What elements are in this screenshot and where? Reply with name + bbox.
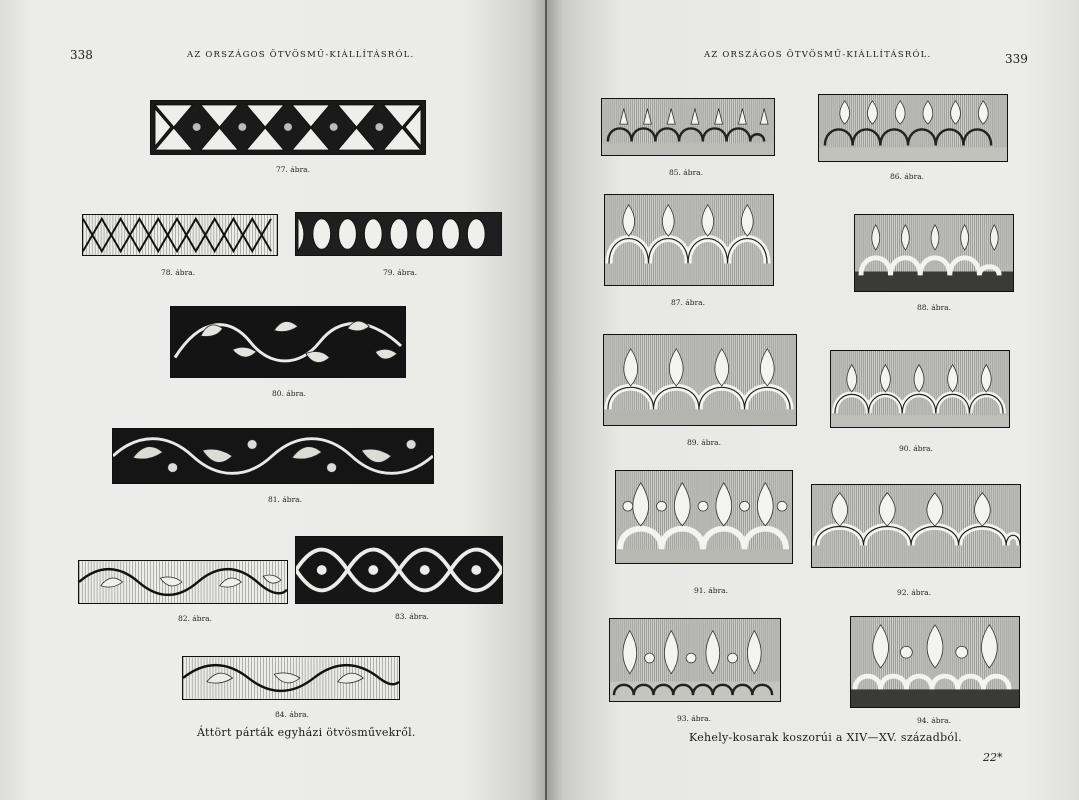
page-number: 338 bbox=[70, 48, 93, 62]
figure-91-label: 91. ábra. bbox=[694, 586, 729, 595]
right-page-caption: Kehely-kosarak koszorúi a XIV—XV. századból. bbox=[689, 731, 962, 744]
figure-86-ornament bbox=[818, 94, 1008, 162]
figure-81-ornament bbox=[112, 428, 434, 484]
figure-85-ornament bbox=[601, 98, 775, 156]
figure-87-ornament bbox=[604, 194, 774, 286]
figure-88-label: 88. ábra. bbox=[917, 303, 952, 312]
figure-84-ornament bbox=[182, 656, 400, 700]
figure-81-label: 81. ábra. bbox=[268, 495, 303, 504]
figure-89-label: 89. ábra. bbox=[687, 438, 722, 447]
figure-85-label: 85. ábra. bbox=[669, 168, 704, 177]
figure-94-label: 94. ábra. bbox=[917, 716, 952, 725]
figure-83-ornament bbox=[295, 536, 503, 604]
figure-79-label: 79. ábra. bbox=[383, 268, 418, 277]
page-number: 339 bbox=[1005, 52, 1028, 66]
figure-91-ornament bbox=[615, 470, 793, 564]
figure-89-ornament bbox=[603, 334, 797, 426]
figure-83-label: 83. ábra. bbox=[395, 612, 430, 621]
figure-80-ornament bbox=[170, 306, 406, 378]
figure-78-label: 78. ábra. bbox=[161, 268, 196, 277]
figure-77-label: 77. ábra. bbox=[276, 165, 311, 174]
figure-90-label: 90. ábra. bbox=[899, 444, 934, 453]
running-head: AZ ORSZÁGOS ÖTVÖSMŰ-KIÁLLÍTÁSRÓL. bbox=[187, 50, 415, 60]
figure-92-label: 92. ábra. bbox=[897, 588, 932, 597]
figure-77-ornament bbox=[150, 100, 426, 155]
figure-94-ornament bbox=[850, 616, 1020, 708]
figure-84-label: 84. ábra. bbox=[275, 710, 310, 719]
figure-87-label: 87. ábra. bbox=[671, 298, 706, 307]
left-page-caption: Áttört párták egyházi ötvösművekről. bbox=[197, 726, 416, 739]
figure-86-label: 86. ábra. bbox=[890, 172, 925, 181]
figure-82-ornament bbox=[78, 560, 288, 604]
figure-82-label: 82. ábra. bbox=[178, 614, 213, 623]
figure-78-ornament bbox=[82, 214, 278, 256]
figure-93-ornament bbox=[609, 618, 781, 702]
printer-signature: 22* bbox=[983, 751, 1003, 764]
figure-88-ornament bbox=[854, 214, 1014, 292]
figure-80-label: 80. ábra. bbox=[272, 389, 307, 398]
figure-79-ornament bbox=[295, 212, 502, 256]
figure-90-ornament bbox=[830, 350, 1010, 428]
figure-93-label: 93. ábra. bbox=[677, 714, 712, 723]
running-head: AZ ORSZÁGOS ÖTVÖSMŰ-KIÁLLÍTÁSRÓL. bbox=[704, 50, 932, 60]
figure-92-ornament bbox=[811, 484, 1021, 568]
right-page bbox=[547, 0, 1079, 800]
